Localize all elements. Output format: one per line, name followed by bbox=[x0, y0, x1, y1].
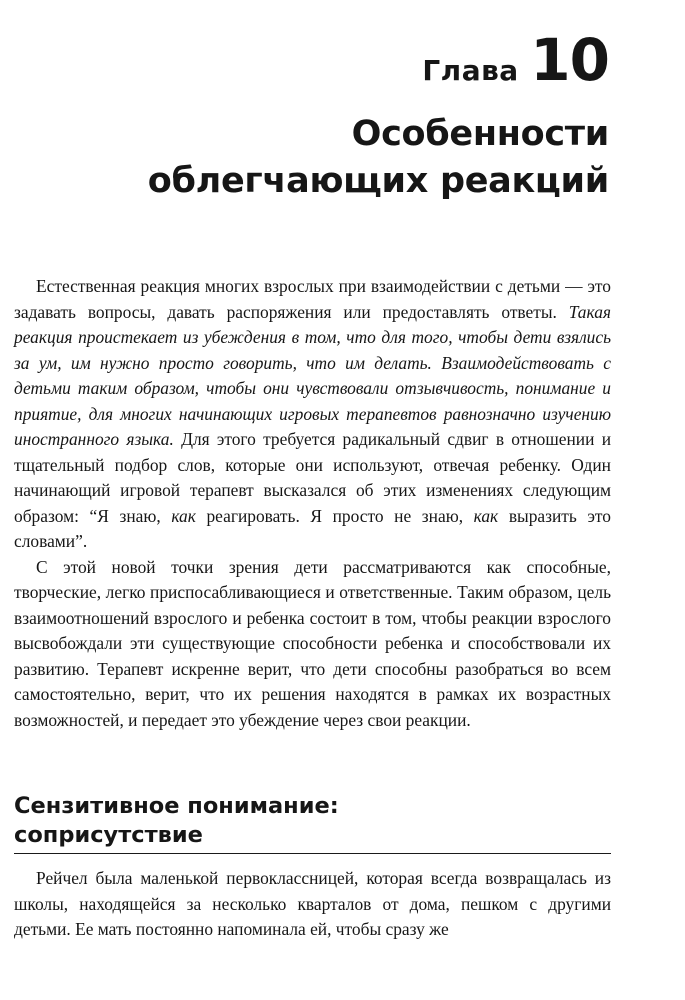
intro-p1-part1: Естественная реакция многих взрослых при взаимодействии с детьми — это задавать вопросы, давать распоряжения или предоставлять ответы. bbox=[14, 276, 611, 322]
chapter-title-line-1: Особенности bbox=[351, 114, 609, 154]
intro-text bbox=[14, 274, 611, 733]
section-heading bbox=[14, 792, 611, 854]
intro-p1-emphasis-2: как bbox=[473, 505, 499, 526]
intro-p1-part3: реагировать. Я просто не знаю, bbox=[195, 505, 474, 526]
intro-p1-italic: Такая реакция проистекает из убеждения в том, что для того, чтобы дети взялись за ум, им нужно просто говорить, что им делать. Взаимодействовать с детьми таким образом, чтобы они чувствовали отзывчивость, понимание и приятие, для многих начинающих игровых терапевтов равнозначно изучению иностранного языка. bbox=[14, 301, 611, 449]
intro-paragraph-1 bbox=[14, 274, 611, 555]
section-text bbox=[14, 866, 611, 943]
intro-p1-emphasis-1: как bbox=[171, 505, 196, 526]
intro-p1-part4: выразить это словами”. bbox=[14, 505, 611, 551]
chapter-label-line bbox=[148, 28, 609, 107]
section-paragraph-1: Рейчел была маленькой первоклассницей, которая всегда возвращалась из школы, находящейся за несколько кварталов от дома, пешком с другими детьми. Ее мать постоянно напоминала ей, чтобы сразу же bbox=[14, 868, 611, 939]
intro-p1-part2: Для этого требуется радикальный сдвиг в отношении и тщательный подбор слов, которые они используют, отвечая ребенку. Один начинающий игровой терапевт высказался об этих изменениях следующим образом: “Я знаю, bbox=[14, 429, 611, 526]
section-heading-line-1: Сензитивное понимание: bbox=[14, 793, 339, 819]
chapter-label: Глава bbox=[422, 54, 519, 87]
section-heading-line-2: соприсутствие bbox=[14, 822, 203, 848]
chapter-number: 10 bbox=[530, 26, 609, 94]
chapter-header bbox=[148, 28, 609, 205]
intro-paragraph-2: С этой новой точки зрения дети рассматриваются как способные, творческие, легко приспосабливающиеся и ответственные. Таким образом, цель взаимоотношений взрослого и ребенка состоит в том, чтобы реакции взрослого высвобождали эти существующие способности ребенка и способствовали их развитию. Терапевт искренне верит, что дети способны разобраться во всем самостоятельно, верит, что их решения находятся в рамках их возрастных возможностей, и передает это убеждение через свои реакции. bbox=[14, 556, 611, 730]
chapter-title-line-2: облегчающих реакций bbox=[147, 161, 609, 201]
chapter-title bbox=[148, 111, 609, 205]
